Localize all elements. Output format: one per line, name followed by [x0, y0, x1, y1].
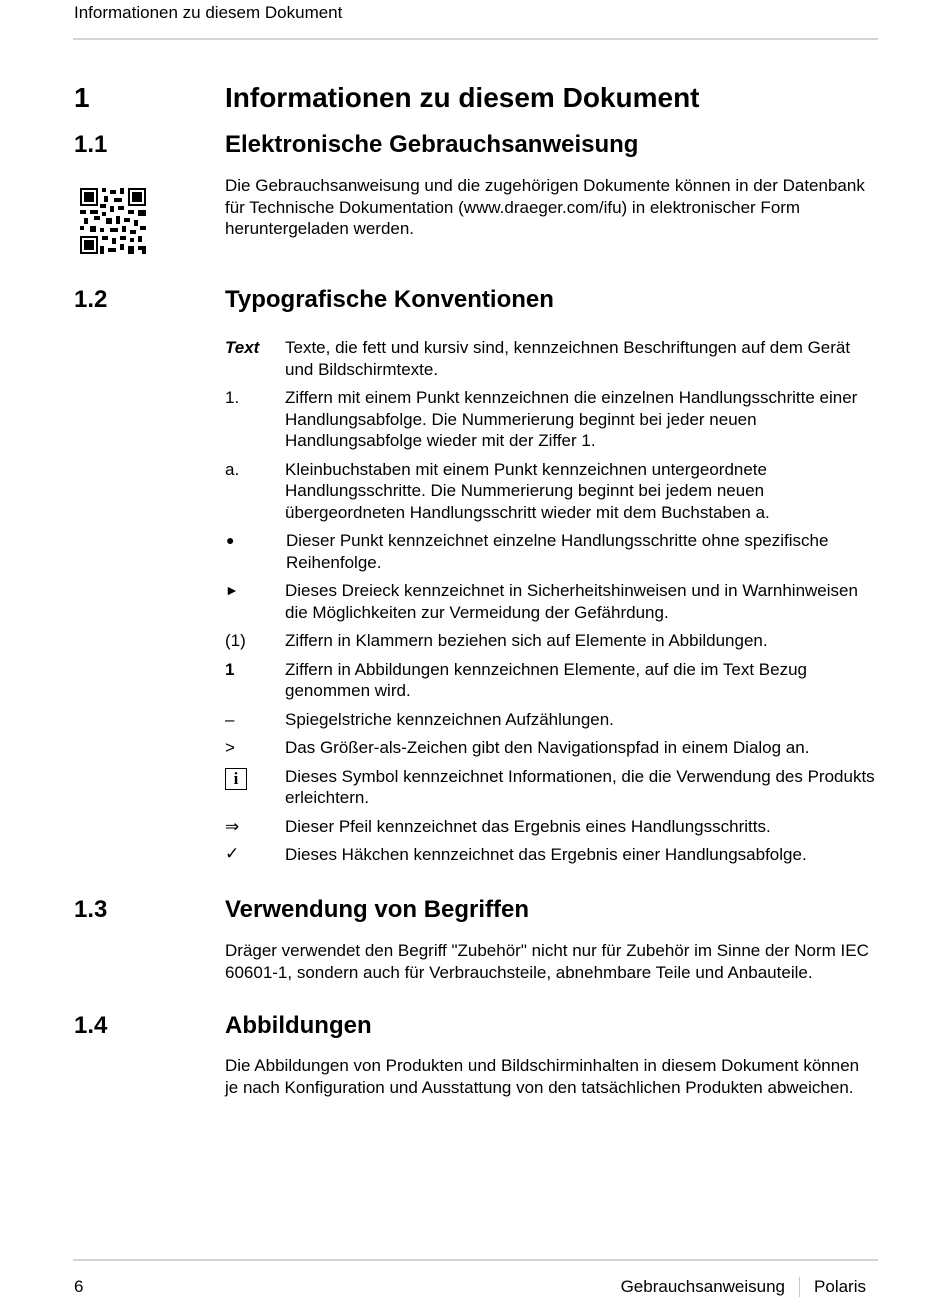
footer-separator [799, 1277, 800, 1297]
convention-description: Kleinbuchstaben mit einem Punkt kennzeichnen untergeordnete Handlungsschritte. Die Nummerierung beginnt bei jedem neuen übergeordneten Handlungsschritt wieder mit dem Buchstaben a. [285, 459, 770, 522]
convention-description: Das Größer-als-Zeichen gibt den Navigationspfad in einem Dialog an. [285, 738, 810, 757]
conventions-list [225, 337, 877, 873]
info-box-icon: i [225, 768, 247, 790]
convention-symbol: 1. [225, 388, 240, 407]
section-title: Typografische Konventionen [225, 286, 554, 313]
convention-description: Spiegelstriche kennzeichnen Aufzählungen. [285, 709, 614, 729]
convention-item [225, 816, 877, 838]
section-number: 1.2 [74, 286, 108, 313]
section-title: Abbildungen [225, 1012, 372, 1039]
qr-code-icon [80, 188, 146, 254]
bullet-dot-icon: ● [226, 532, 235, 548]
dash-bullet-icon: – [225, 709, 235, 729]
triangle-bullet-icon: ► [225, 582, 239, 598]
convention-item [225, 387, 877, 452]
convention-symbol: a. [225, 459, 240, 479]
section-number: 1.4 [74, 1012, 108, 1039]
footer-info [621, 1277, 866, 1297]
footer-doc-type: Gebrauchsanweisung [620, 1277, 786, 1296]
convention-item [225, 659, 877, 702]
greater-than-icon: > [225, 738, 235, 757]
convention-description: Ziffern mit einem Punkt kennzeichnen die einzelnen Handlungsschritte einer Handlungsabfolge. Die Nummerierung beginnt bei jeder neuen Handlungsabfolge wieder mit der Ziffer 1. [285, 388, 858, 450]
convention-description: Ziffern in Abbildungen kennzeichnen Elemente, auf die im Text Bezug genommen wird. [285, 659, 807, 700]
convention-item [225, 337, 877, 380]
footer-divider [73, 1259, 878, 1261]
page-number: 6 [74, 1277, 84, 1296]
convention-description: Dieses Häkchen kennzeichnet das Ergebnis einer Handlungsabfolge. [285, 845, 807, 864]
convention-item [225, 766, 877, 809]
convention-description: Dieser Pfeil kennzeichnet das Ergebnis eines Handlungsschritts. [285, 816, 771, 836]
convention-item [225, 844, 877, 866]
convention-item [225, 630, 877, 652]
header-divider [73, 38, 878, 40]
convention-symbol: Text [225, 338, 260, 357]
convention-item [225, 459, 877, 524]
chapter-title: Informationen zu diesem Dokument [225, 82, 700, 113]
section-body: Dräger verwendet den Begriff "Zubehör" nicht nur für Zubehör im Sinne der Norm IEC 60601-1, sondern auch für Verbrauchsteile, abnehmbare Teile und Anbauteile. [225, 941, 869, 982]
convention-description: Texte, die fett und kursiv sind, kennzeichnen Beschriftungen auf dem Gerät und Bildschirmtexte. [285, 338, 851, 379]
convention-symbol: 1 [225, 659, 235, 679]
convention-symbol: (1) [225, 631, 246, 650]
chapter-number: 1 [74, 82, 90, 113]
convention-item [225, 530, 877, 573]
section-number: 1.1 [74, 131, 108, 158]
convention-item [225, 580, 877, 623]
convention-description: Dieses Dreieck kennzeichnet in Sicherheitshinweisen und in Warnhinweisen die Möglichkeiten zur Vermeidung der Gefährdung. [285, 581, 858, 622]
convention-description: Dieses Symbol kennzeichnet Informationen, die die Verwendung des Produkts erleichtern. [285, 766, 875, 807]
section-body: Die Abbildungen von Produkten und Bildschirminhalten in diesem Dokument können je nach Konfiguration und Ausstattung von den tatsächlichen Produkten abweichen. [225, 1056, 860, 1097]
convention-item [225, 709, 877, 731]
section-body: Die Gebrauchsanweisung und die zugehörigen Dokumente können in der Datenbank für Technische Dokumentation (www.draeger.com/ifu) in elektronischer Form heruntergeladen werden. [225, 176, 865, 238]
convention-item [225, 737, 877, 759]
result-arrow-icon: ⇒ [225, 816, 240, 836]
running-header: Informationen zu diesem Dokument [74, 3, 343, 22]
section-title: Elektronische Gebrauchsanweisung [225, 131, 639, 158]
section-title: Verwendung von Begriffen [225, 896, 530, 923]
convention-description: Ziffern in Klammern beziehen sich auf Elemente in Abbildungen. [285, 631, 768, 650]
checkmark-icon: ✓ [225, 844, 240, 864]
section-number: 1.3 [74, 896, 108, 923]
footer-product: Polaris [814, 1277, 866, 1296]
convention-description: Dieser Punkt kennzeichnet einzelne Handlungsschritte ohne spezifische Reihenfolge. [286, 531, 829, 572]
